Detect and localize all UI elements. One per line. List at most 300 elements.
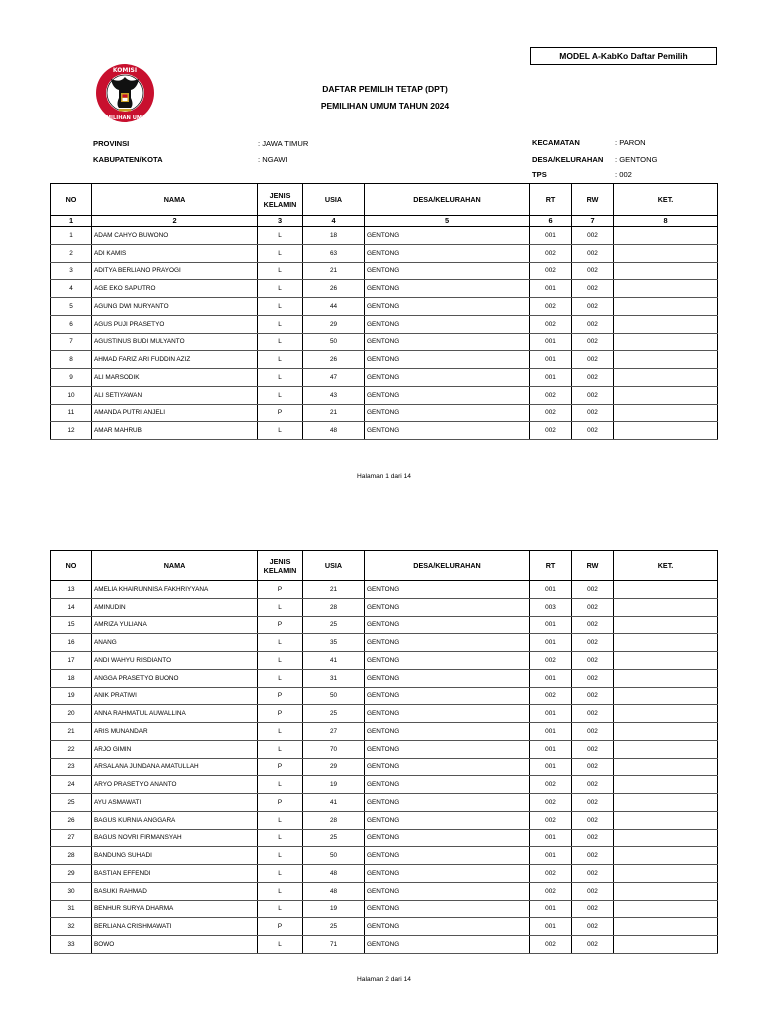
cell-usia: 43 bbox=[303, 386, 365, 404]
cell-no: 3 bbox=[51, 262, 92, 280]
cell-rw: 002 bbox=[572, 616, 614, 634]
cell-rt: 002 bbox=[530, 936, 572, 954]
column-number: 5 bbox=[365, 216, 530, 227]
cell-no: 25 bbox=[51, 794, 92, 812]
cell-usia: 25 bbox=[303, 918, 365, 936]
cell-nama: ANDI WAHYU RISDIANTO bbox=[92, 652, 258, 670]
cell-rw: 002 bbox=[572, 227, 614, 245]
cell-usia: 48 bbox=[303, 865, 365, 883]
cell-desa: GENTONG bbox=[365, 829, 530, 847]
cell-usia: 21 bbox=[303, 404, 365, 422]
cell-desa: GENTONG bbox=[365, 244, 530, 262]
cell-usia: 50 bbox=[303, 847, 365, 865]
table-row bbox=[51, 581, 718, 599]
header-desa: DESA/KELURAHAN bbox=[365, 551, 530, 581]
cell-rt: 001 bbox=[530, 616, 572, 634]
cell-nama: AGE EKO SAPUTRO bbox=[92, 280, 258, 298]
cell-desa: GENTONG bbox=[365, 422, 530, 440]
cell-usia: 41 bbox=[303, 794, 365, 812]
cell-rw: 002 bbox=[572, 333, 614, 351]
cell-desa: GENTONG bbox=[365, 705, 530, 723]
cell-usia: 41 bbox=[303, 652, 365, 670]
cell-jenis-kelamin: L bbox=[258, 652, 303, 670]
table-row bbox=[51, 918, 718, 936]
model-label: MODEL A-KabKo Daftar Pemilih bbox=[530, 47, 717, 65]
table-row bbox=[51, 758, 718, 776]
cell-desa: GENTONG bbox=[365, 369, 530, 387]
cell-usia: 19 bbox=[303, 776, 365, 794]
kecamatan-value: : PARON bbox=[615, 138, 646, 147]
cell-rw: 002 bbox=[572, 634, 614, 652]
cell-nama: BANDUNG SUHADI bbox=[92, 847, 258, 865]
cell-usia: 28 bbox=[303, 811, 365, 829]
header-nama: NAMA bbox=[92, 551, 258, 581]
cell-nama: ARSALANA JUNDANA AMATULLAH bbox=[92, 758, 258, 776]
cell-rw: 002 bbox=[572, 581, 614, 599]
cell-jenis-kelamin: L bbox=[258, 723, 303, 741]
cell-no: 16 bbox=[51, 634, 92, 652]
cell-rt: 001 bbox=[530, 227, 572, 245]
header-no: NO bbox=[51, 551, 92, 581]
cell-desa: GENTONG bbox=[365, 723, 530, 741]
cell-usia: 25 bbox=[303, 705, 365, 723]
cell-rw: 002 bbox=[572, 794, 614, 812]
cell-ket bbox=[614, 386, 718, 404]
cell-nama: ANGGA PRASETYO BUONO bbox=[92, 669, 258, 687]
cell-no: 32 bbox=[51, 918, 92, 936]
cell-jenis-kelamin: P bbox=[258, 794, 303, 812]
cell-ket bbox=[614, 900, 718, 918]
cell-desa: GENTONG bbox=[365, 758, 530, 776]
cell-usia: 26 bbox=[303, 351, 365, 369]
cell-rw: 002 bbox=[572, 315, 614, 333]
cell-rt: 003 bbox=[530, 598, 572, 616]
table-row bbox=[51, 280, 718, 298]
cell-no: 14 bbox=[51, 598, 92, 616]
cell-no: 20 bbox=[51, 705, 92, 723]
desa-value: : GENTONG bbox=[615, 155, 658, 164]
kecamatan-label: KECAMATAN bbox=[532, 138, 580, 147]
table-row bbox=[51, 298, 718, 316]
cell-jenis-kelamin: L bbox=[258, 386, 303, 404]
cell-no: 28 bbox=[51, 847, 92, 865]
cell-ket bbox=[614, 829, 718, 847]
cell-ket bbox=[614, 687, 718, 705]
cell-jenis-kelamin: L bbox=[258, 882, 303, 900]
voter-table-page-1 bbox=[50, 183, 718, 440]
cell-desa: GENTONG bbox=[365, 669, 530, 687]
cell-nama: BENHUR SURYA DHARMA bbox=[92, 900, 258, 918]
table-row bbox=[51, 847, 718, 865]
cell-rw: 002 bbox=[572, 598, 614, 616]
cell-rt: 001 bbox=[530, 280, 572, 298]
cell-desa: GENTONG bbox=[365, 687, 530, 705]
cell-usia: 48 bbox=[303, 882, 365, 900]
cell-usia: 31 bbox=[303, 669, 365, 687]
header-desa: DESA/KELURAHAN bbox=[365, 184, 530, 216]
cell-nama: ADITYA BERLIANO PRAYOGI bbox=[92, 262, 258, 280]
table-row bbox=[51, 669, 718, 687]
cell-desa: GENTONG bbox=[365, 882, 530, 900]
cell-desa: GENTONG bbox=[365, 865, 530, 883]
cell-desa: GENTONG bbox=[365, 404, 530, 422]
document-subtitle: PEMILIHAN UMUM TAHUN 2024 bbox=[320, 101, 450, 111]
cell-usia: 19 bbox=[303, 900, 365, 918]
cell-rt: 002 bbox=[530, 244, 572, 262]
cell-nama: AHMAD FARIZ ARI FUDDIN AZIZ bbox=[92, 351, 258, 369]
cell-desa: GENTONG bbox=[365, 616, 530, 634]
cell-usia: 29 bbox=[303, 758, 365, 776]
cell-usia: 18 bbox=[303, 227, 365, 245]
svg-text:PEMILIHAN UMUM: PEMILIHAN UMUM bbox=[98, 115, 152, 121]
cell-rt: 002 bbox=[530, 422, 572, 440]
cell-nama: ALI MARSODIK bbox=[92, 369, 258, 387]
cell-desa: GENTONG bbox=[365, 386, 530, 404]
cell-jenis-kelamin: L bbox=[258, 776, 303, 794]
cell-rw: 002 bbox=[572, 758, 614, 776]
cell-jenis-kelamin: L bbox=[258, 333, 303, 351]
cell-rw: 002 bbox=[572, 422, 614, 440]
cell-rw: 002 bbox=[572, 776, 614, 794]
header-nama: NAMA bbox=[92, 184, 258, 216]
cell-rw: 002 bbox=[572, 882, 614, 900]
cell-usia: 27 bbox=[303, 723, 365, 741]
cell-jenis-kelamin: P bbox=[258, 918, 303, 936]
cell-nama: ADI KAMIS bbox=[92, 244, 258, 262]
table-row bbox=[51, 422, 718, 440]
voter-table-page-2 bbox=[50, 550, 718, 954]
cell-nama: AMINUDIN bbox=[92, 598, 258, 616]
cell-no: 8 bbox=[51, 351, 92, 369]
cell-nama: ARYO PRASETYO ANANTO bbox=[92, 776, 258, 794]
table-row bbox=[51, 227, 718, 245]
cell-rt: 001 bbox=[530, 900, 572, 918]
table-row bbox=[51, 386, 718, 404]
cell-rw: 002 bbox=[572, 687, 614, 705]
column-number: 1 bbox=[51, 216, 92, 227]
cell-jenis-kelamin: P bbox=[258, 404, 303, 422]
cell-desa: GENTONG bbox=[365, 581, 530, 599]
cell-rt: 002 bbox=[530, 386, 572, 404]
cell-no: 24 bbox=[51, 776, 92, 794]
header-rt: RT bbox=[530, 184, 572, 216]
table-row bbox=[51, 616, 718, 634]
cell-rt: 001 bbox=[530, 740, 572, 758]
column-number: 8 bbox=[614, 216, 718, 227]
cell-rw: 002 bbox=[572, 386, 614, 404]
cell-jenis-kelamin: L bbox=[258, 669, 303, 687]
cell-jenis-kelamin: L bbox=[258, 598, 303, 616]
cell-rw: 002 bbox=[572, 829, 614, 847]
cell-rt: 001 bbox=[530, 705, 572, 723]
cell-no: 18 bbox=[51, 669, 92, 687]
column-number: 6 bbox=[530, 216, 572, 227]
cell-ket bbox=[614, 598, 718, 616]
cell-nama: ALI SETIYAWAN bbox=[92, 386, 258, 404]
cell-nama: AGUNG DWI NURYANTO bbox=[92, 298, 258, 316]
cell-ket bbox=[614, 333, 718, 351]
cell-desa: GENTONG bbox=[365, 900, 530, 918]
cell-ket bbox=[614, 758, 718, 776]
cell-ket bbox=[614, 262, 718, 280]
cell-jenis-kelamin: L bbox=[258, 280, 303, 298]
cell-nama: AMELIA KHAIRUNNISA FAKHRIYYANA bbox=[92, 581, 258, 599]
header-usia: USIA bbox=[303, 551, 365, 581]
header-ket: KET. bbox=[614, 184, 718, 216]
cell-jenis-kelamin: P bbox=[258, 616, 303, 634]
cell-ket bbox=[614, 847, 718, 865]
cell-jenis-kelamin: L bbox=[258, 298, 303, 316]
cell-jenis-kelamin: P bbox=[258, 581, 303, 599]
page-footer: Halaman 2 dari 14 bbox=[357, 976, 411, 983]
cell-rt: 002 bbox=[530, 794, 572, 812]
cell-rw: 002 bbox=[572, 669, 614, 687]
cell-rt: 001 bbox=[530, 351, 572, 369]
cell-jenis-kelamin: L bbox=[258, 865, 303, 883]
cell-usia: 47 bbox=[303, 369, 365, 387]
column-number: 3 bbox=[258, 216, 303, 227]
cell-usia: 25 bbox=[303, 616, 365, 634]
cell-usia: 50 bbox=[303, 687, 365, 705]
cell-rt: 002 bbox=[530, 262, 572, 280]
desa-label: DESA/KELURAHAN bbox=[532, 155, 604, 164]
header-rw: RW bbox=[572, 184, 614, 216]
cell-ket bbox=[614, 227, 718, 245]
cell-jenis-kelamin: L bbox=[258, 422, 303, 440]
cell-rw: 002 bbox=[572, 723, 614, 741]
cell-ket bbox=[614, 740, 718, 758]
cell-no: 6 bbox=[51, 315, 92, 333]
header-ket: KET. bbox=[614, 551, 718, 581]
cell-jenis-kelamin: L bbox=[258, 847, 303, 865]
cell-rw: 002 bbox=[572, 280, 614, 298]
cell-ket bbox=[614, 652, 718, 670]
table-row bbox=[51, 598, 718, 616]
cell-jenis-kelamin: L bbox=[258, 740, 303, 758]
kpu-logo bbox=[94, 60, 156, 128]
cell-rw: 002 bbox=[572, 705, 614, 723]
header-no: NO bbox=[51, 184, 92, 216]
cell-desa: GENTONG bbox=[365, 794, 530, 812]
table-row bbox=[51, 652, 718, 670]
cell-no: 26 bbox=[51, 811, 92, 829]
cell-usia: 70 bbox=[303, 740, 365, 758]
cell-usia: 44 bbox=[303, 298, 365, 316]
cell-ket bbox=[614, 723, 718, 741]
table-row bbox=[51, 723, 718, 741]
cell-desa: GENTONG bbox=[365, 936, 530, 954]
cell-rt: 002 bbox=[530, 298, 572, 316]
cell-ket bbox=[614, 244, 718, 262]
cell-ket bbox=[614, 404, 718, 422]
cell-no: 13 bbox=[51, 581, 92, 599]
provinsi-value: : JAWA TIMUR bbox=[258, 139, 309, 148]
table-row bbox=[51, 244, 718, 262]
cell-usia: 26 bbox=[303, 280, 365, 298]
table-row bbox=[51, 794, 718, 812]
cell-ket bbox=[614, 705, 718, 723]
table-row bbox=[51, 882, 718, 900]
cell-nama: AGUS PUJI PRASETYO bbox=[92, 315, 258, 333]
cell-desa: GENTONG bbox=[365, 811, 530, 829]
cell-ket bbox=[614, 882, 718, 900]
cell-rt: 002 bbox=[530, 882, 572, 900]
cell-jenis-kelamin: P bbox=[258, 705, 303, 723]
cell-desa: GENTONG bbox=[365, 333, 530, 351]
cell-ket bbox=[614, 634, 718, 652]
tps-label: TPS bbox=[532, 170, 547, 179]
cell-nama: BASTIAN EFFENDI bbox=[92, 865, 258, 883]
cell-no: 27 bbox=[51, 829, 92, 847]
cell-ket bbox=[614, 298, 718, 316]
cell-ket bbox=[614, 369, 718, 387]
cell-rt: 001 bbox=[530, 918, 572, 936]
cell-usia: 63 bbox=[303, 244, 365, 262]
cell-rt: 002 bbox=[530, 652, 572, 670]
cell-desa: GENTONG bbox=[365, 262, 530, 280]
cell-jenis-kelamin: L bbox=[258, 936, 303, 954]
cell-rw: 002 bbox=[572, 847, 614, 865]
cell-nama: ADAM CAHYO BUWONO bbox=[92, 227, 258, 245]
header-rt: RT bbox=[530, 551, 572, 581]
cell-no: 31 bbox=[51, 900, 92, 918]
cell-jenis-kelamin: L bbox=[258, 244, 303, 262]
cell-desa: GENTONG bbox=[365, 776, 530, 794]
cell-jenis-kelamin: P bbox=[258, 687, 303, 705]
cell-jenis-kelamin: L bbox=[258, 262, 303, 280]
table-row bbox=[51, 315, 718, 333]
cell-no: 12 bbox=[51, 422, 92, 440]
cell-desa: GENTONG bbox=[365, 634, 530, 652]
cell-rt: 001 bbox=[530, 581, 572, 599]
cell-ket bbox=[614, 936, 718, 954]
cell-rw: 002 bbox=[572, 404, 614, 422]
cell-no: 33 bbox=[51, 936, 92, 954]
svg-text:KOMISI: KOMISI bbox=[112, 67, 138, 74]
cell-usia: 48 bbox=[303, 422, 365, 440]
kabupaten-value: : NGAWI bbox=[258, 155, 288, 164]
cell-ket bbox=[614, 315, 718, 333]
cell-nama: ANANG bbox=[92, 634, 258, 652]
cell-rt: 002 bbox=[530, 811, 572, 829]
cell-no: 9 bbox=[51, 369, 92, 387]
cell-jenis-kelamin: L bbox=[258, 829, 303, 847]
cell-ket bbox=[614, 581, 718, 599]
table-row bbox=[51, 740, 718, 758]
cell-nama: BOWO bbox=[92, 936, 258, 954]
kabupaten-label: KABUPATEN/KOTA bbox=[93, 155, 163, 164]
cell-no: 22 bbox=[51, 740, 92, 758]
table-row bbox=[51, 369, 718, 387]
cell-rw: 002 bbox=[572, 298, 614, 316]
cell-jenis-kelamin: P bbox=[258, 758, 303, 776]
cell-rt: 001 bbox=[530, 333, 572, 351]
cell-nama: ARIS MUNANDAR bbox=[92, 723, 258, 741]
cell-usia: 21 bbox=[303, 262, 365, 280]
cell-usia: 35 bbox=[303, 634, 365, 652]
cell-nama: BAGUS KURNIA ANGGARA bbox=[92, 811, 258, 829]
header-jenis-kelamin: JENIS KELAMIN bbox=[258, 551, 303, 581]
cell-ket bbox=[614, 865, 718, 883]
page-footer: Halaman 1 dari 14 bbox=[357, 473, 411, 480]
table-row bbox=[51, 333, 718, 351]
cell-rw: 002 bbox=[572, 244, 614, 262]
cell-rt: 002 bbox=[530, 776, 572, 794]
cell-rw: 002 bbox=[572, 351, 614, 369]
cell-no: 17 bbox=[51, 652, 92, 670]
cell-usia: 29 bbox=[303, 315, 365, 333]
cell-desa: GENTONG bbox=[365, 351, 530, 369]
table-row bbox=[51, 634, 718, 652]
cell-rt: 002 bbox=[530, 315, 572, 333]
cell-no: 23 bbox=[51, 758, 92, 776]
cell-usia: 25 bbox=[303, 829, 365, 847]
cell-desa: GENTONG bbox=[365, 227, 530, 245]
cell-desa: GENTONG bbox=[365, 740, 530, 758]
cell-usia: 28 bbox=[303, 598, 365, 616]
tps-value: : 002 bbox=[615, 170, 632, 179]
cell-nama: BERLIANA CRISHMAWATI bbox=[92, 918, 258, 936]
cell-rt: 001 bbox=[530, 369, 572, 387]
table-row bbox=[51, 262, 718, 280]
cell-ket bbox=[614, 794, 718, 812]
table-row bbox=[51, 865, 718, 883]
cell-rw: 002 bbox=[572, 918, 614, 936]
cell-ket bbox=[614, 280, 718, 298]
document-title: DAFTAR PEMILIH TETAP (DPT) bbox=[322, 84, 448, 94]
cell-desa: GENTONG bbox=[365, 280, 530, 298]
table-row bbox=[51, 900, 718, 918]
cell-rt: 001 bbox=[530, 758, 572, 776]
cell-no: 4 bbox=[51, 280, 92, 298]
cell-nama: AYU ASMAWATI bbox=[92, 794, 258, 812]
cell-nama: AMAR MAHRUB bbox=[92, 422, 258, 440]
column-number: 2 bbox=[92, 216, 258, 227]
cell-no: 5 bbox=[51, 298, 92, 316]
cell-desa: GENTONG bbox=[365, 315, 530, 333]
cell-nama: ANNA RAHMATUL AUWALLINA bbox=[92, 705, 258, 723]
cell-rt: 002 bbox=[530, 404, 572, 422]
cell-nama: AMRIZA YULIANA bbox=[92, 616, 258, 634]
cell-jenis-kelamin: L bbox=[258, 369, 303, 387]
cell-rw: 002 bbox=[572, 865, 614, 883]
cell-ket bbox=[614, 616, 718, 634]
header-jenis-kelamin: JENIS KELAMIN bbox=[258, 184, 303, 216]
cell-ket bbox=[614, 351, 718, 369]
cell-desa: GENTONG bbox=[365, 847, 530, 865]
cell-no: 15 bbox=[51, 616, 92, 634]
cell-desa: GENTONG bbox=[365, 598, 530, 616]
cell-no: 7 bbox=[51, 333, 92, 351]
cell-jenis-kelamin: L bbox=[258, 351, 303, 369]
cell-ket bbox=[614, 776, 718, 794]
cell-nama: AMANDA PUTRI ANJELI bbox=[92, 404, 258, 422]
cell-rw: 002 bbox=[572, 936, 614, 954]
cell-jenis-kelamin: L bbox=[258, 811, 303, 829]
cell-rt: 002 bbox=[530, 865, 572, 883]
cell-jenis-kelamin: L bbox=[258, 227, 303, 245]
cell-nama: BASUKI RAHMAD bbox=[92, 882, 258, 900]
header-usia: USIA bbox=[303, 184, 365, 216]
cell-no: 19 bbox=[51, 687, 92, 705]
table-row bbox=[51, 705, 718, 723]
cell-ket bbox=[614, 422, 718, 440]
table-row bbox=[51, 811, 718, 829]
cell-rt: 001 bbox=[530, 669, 572, 687]
cell-desa: GENTONG bbox=[365, 918, 530, 936]
cell-rt: 001 bbox=[530, 723, 572, 741]
cell-nama: AGUSTINUS BUDI MULYANTO bbox=[92, 333, 258, 351]
